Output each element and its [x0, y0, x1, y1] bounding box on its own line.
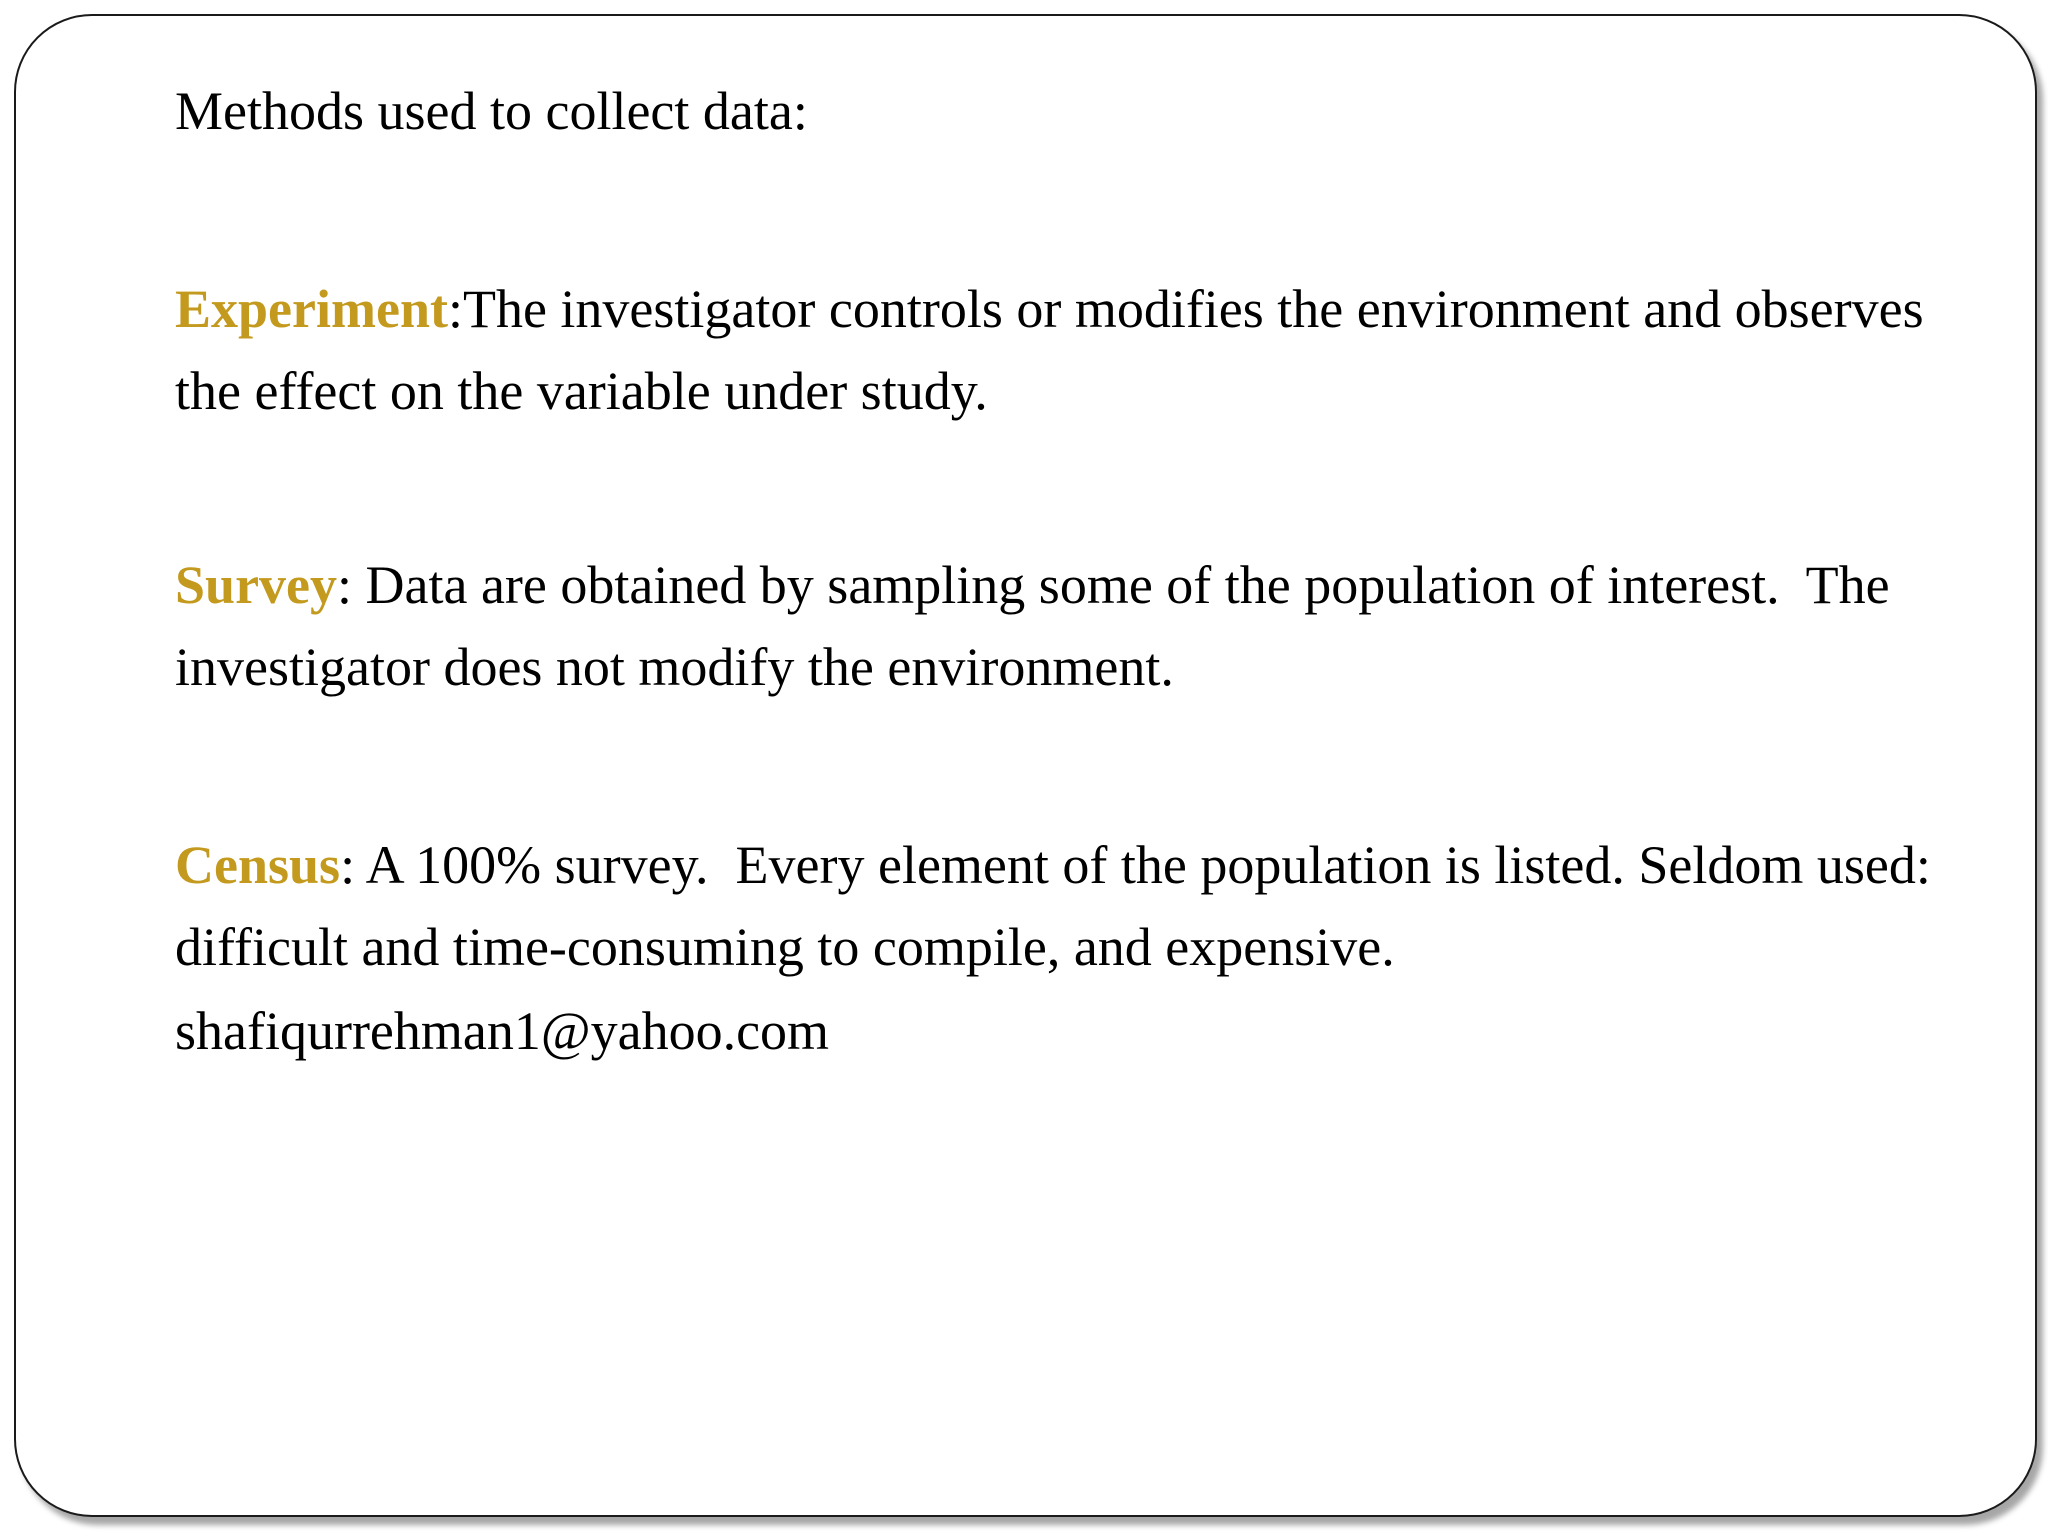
spacer	[175, 432, 1975, 544]
method-description-experiment: The investigator controls or modifies the environment and observes the effect on the variable under study.	[175, 279, 1924, 421]
method-census	[175, 824, 1975, 988]
footer-email: shafiqurrehman1@yahoo.com	[175, 1001, 830, 1061]
spacer	[175, 152, 1975, 268]
method-description-survey: Data are obtained by sampling some of the population of interest. The investigator does not modify the environment.	[175, 555, 1904, 697]
slide-heading: Methods used to collect data:	[175, 81, 808, 141]
method-separator: :	[337, 555, 353, 615]
spacer	[175, 708, 1975, 824]
method-experiment	[175, 268, 1975, 432]
method-separator: :	[447, 279, 463, 339]
slide-content	[175, 70, 1975, 1072]
method-separator: :	[340, 835, 356, 895]
method-survey	[175, 544, 1975, 708]
method-description-census: A 100% survey. Every element of the population is listed. Seldom used: difficult and time-consuming to compile, and expensive.	[175, 835, 1945, 977]
method-term-census: Census	[175, 835, 341, 895]
method-term-experiment: Experiment	[175, 279, 448, 339]
method-term-survey: Survey	[175, 555, 337, 615]
